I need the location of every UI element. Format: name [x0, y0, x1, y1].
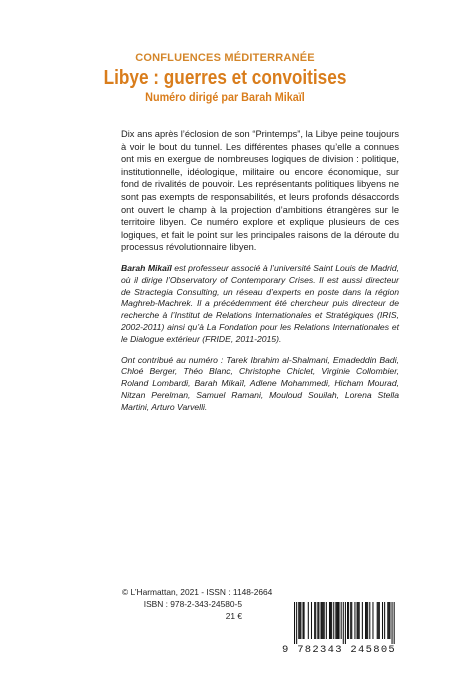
- barcode-digits: 9 782343 245805: [282, 644, 397, 656]
- barcode-bar: [382, 602, 383, 639]
- barcode-bar: [347, 602, 348, 639]
- barcode-bar: [379, 602, 380, 639]
- barcode-bar: [308, 602, 309, 639]
- contributors-paragraph: Ont contribué au numéro : Tarek Ibrahim al-Shalmani, Emadeddin Badi, Chloé Berger, Théo Blanc, Christophe Chiclet, Virginie Collombier, Roland Lombardi, Barah Mikaïl, Adlene Mohammedi, Hicham Mourad, Nitzan Perelman, Samuel Ramani, Mouloud Souilah, Lorena Stella Martini, Arturo Varvelli.: [121, 354, 399, 412]
- author-bio-paragraph: [121, 263, 399, 346]
- barcode-bar: [351, 602, 352, 639]
- barcode-bar: [343, 602, 344, 644]
- barcode-bar: [377, 602, 378, 639]
- barcode: [282, 602, 400, 656]
- barcode-bar: [304, 602, 305, 639]
- barcode-bar: [387, 602, 388, 639]
- barcode-bar: [369, 602, 370, 639]
- barcode-bar: [315, 602, 316, 639]
- barcode-bar: [330, 602, 331, 639]
- barcode-bar: [350, 602, 351, 639]
- barcode-bar: [331, 602, 332, 639]
- barcode-bar: [329, 602, 330, 639]
- barcode-bar: [337, 602, 338, 639]
- barcode-bar: [378, 602, 379, 639]
- barcode-bar: [294, 602, 295, 644]
- barcode-bar: [362, 602, 363, 639]
- publisher-footer: [122, 586, 272, 622]
- barcode-bar: [314, 602, 315, 639]
- author-bio: est professeur associé à l’université Saint Louis de Madrid, où il dirige l’Observatory of Contemporary Crises. Il est aussi directeur de Stractegia Consulting, un réseau d’experts en poste dans la région Maghreb-Machrek. Il a précédemment été chercheur puis directeur de recherche à l’Institut de Relations Internationales et Stratégiques (IRIS, 2002-2011) ainsi qu’à La Fondation pour les Relations Internationales et le Dialogue extérieur (FRIDE, 2011-2015).: [121, 262, 399, 344]
- barcode-bar: [359, 602, 360, 639]
- cover-header: [0, 52, 450, 104]
- barcode-bar: [323, 602, 324, 639]
- barcode-bar: [300, 602, 301, 639]
- barcode-bar: [333, 602, 334, 639]
- series-name: CONFLUENCES MÉDITERRANÉE: [135, 52, 315, 64]
- editor-line: Numéro dirigé par Barah Mikaïl: [145, 90, 305, 104]
- barcode-bar: [392, 602, 393, 644]
- barcode-bar: [318, 602, 319, 639]
- barcode-bar: [367, 602, 368, 639]
- isbn-line: ISBN : 978-2-343-24580-5: [143, 599, 242, 609]
- barcode-bar: [302, 602, 303, 639]
- barcode-bar: [358, 602, 359, 639]
- barcode-bar: [324, 602, 325, 639]
- barcode-bar: [311, 602, 312, 639]
- barcode-bar: [326, 602, 327, 639]
- barcode-bar: [322, 602, 323, 639]
- barcode-bar: [348, 602, 349, 639]
- description-paragraph: Dix ans après l’éclosion de son “Printemps”, la Libye peine toujours à voir le bout du tunnel. Les différentes phases qu’elle a connues ont mis en exergue de nombreuses logiques de division : politique, institutionnelle, idéologique, militaire ou encore économique, sur fond de rivalités de pouvoir. Les représentants politiques libyens ne sont pas exempts de responsabilités, et leurs profonds désaccords ont ouvert le champ à la projection d’ambitions étrangères sur le territoire libyen. Ce numéro explore et explique plusieurs de ces logiques, et fait le point sur les principales raisons de la déroute du processus révolutionnaire libyen.: [121, 129, 399, 253]
- barcode-bar: [345, 602, 346, 644]
- back-cover-text: [121, 128, 399, 423]
- barcode-bar: [388, 602, 389, 639]
- barcode-bar: [354, 602, 355, 639]
- book-title: Libye : guerres et convoitises: [103, 67, 347, 89]
- barcode-bars: [282, 602, 400, 644]
- barcode-bar: [298, 602, 299, 639]
- copyright-line: © L’Harmattan, 2021 - ISSN : 1148-2664: [122, 587, 273, 597]
- barcode-bar: [339, 602, 340, 639]
- barcode-bar: [317, 602, 318, 639]
- barcode-bar: [335, 602, 336, 639]
- barcode-bar: [336, 602, 337, 639]
- barcode-bar: [299, 602, 300, 639]
- barcode-bar: [384, 602, 385, 639]
- barcode-bar: [357, 602, 358, 639]
- barcode-bar: [296, 602, 297, 644]
- barcode-bar: [372, 602, 373, 639]
- barcode-bar: [341, 602, 342, 639]
- author-name: Barah Mikaïl: [121, 262, 172, 273]
- barcode-bar: [366, 602, 367, 639]
- barcode-bar: [394, 602, 395, 644]
- barcode-bar: [321, 602, 322, 639]
- price-line: 21 €: [225, 611, 242, 621]
- barcode-bar: [365, 602, 366, 639]
- barcode-bar: [389, 602, 390, 639]
